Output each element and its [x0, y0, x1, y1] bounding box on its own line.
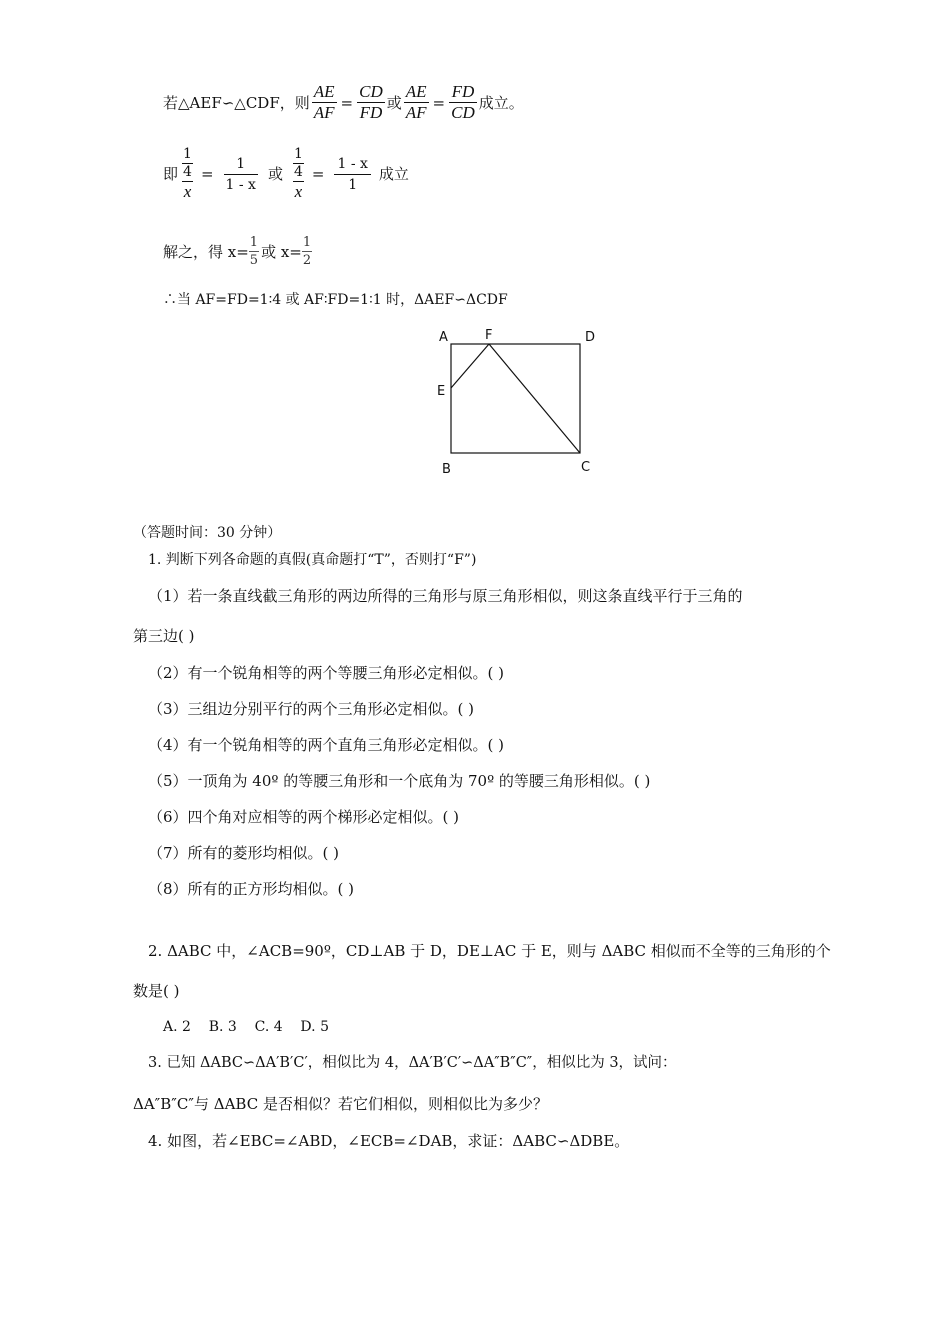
line2-prefix: 即	[163, 165, 179, 183]
equals-sign: =	[200, 165, 214, 183]
q1-item3: （3）三组边分别平行的两个三角形必定相似。( )	[148, 700, 475, 718]
fraction-one-minus-x-over-one: $\frac{1 - x}{1}$	[334, 154, 370, 195]
label-c: C	[581, 460, 591, 475]
substituted-equation-line	[163, 146, 409, 202]
label-d: D	[585, 330, 596, 345]
q3-line-a: 3. 已知 ΔABC∽ΔA′B′C′，相似比为 4，ΔA′B′C′∽ΔA″B″C″，相似比为 3，试问：	[148, 1055, 677, 1071]
q1-item4: （4）有一个锐角相等的两个直角三角形必定相似。( )	[148, 736, 505, 754]
or-word: 或	[386, 93, 402, 112]
q1-item6: （6）四个角对应相等的两个梯形必定相似。( )	[148, 808, 460, 826]
q1-title: 1. 判断下列各命题的真假(真命题打“T”，否则打“F”)	[148, 552, 477, 568]
rectangle-figure	[430, 322, 610, 482]
line3-prefix: 解之，得 x=	[163, 242, 249, 261]
q1-item8: （8）所有的正方形均相似。( )	[148, 880, 355, 898]
label-e: E	[437, 384, 446, 399]
q1-item5: （5）一顶角为 40º 的等腰三角形和一个底角为 70º 的等腰三角形相似。( )	[148, 772, 651, 790]
fraction-one-over-one-minus-x: $\frac{1}{1 - x}$	[225, 155, 256, 193]
label-a: A	[439, 330, 448, 345]
segment-fc	[489, 344, 580, 453]
solution-line	[163, 234, 312, 269]
q4-line: 4. 如图，若∠EBC=∠ABD，∠ECB=∠DAB，求证：ΔABC∽ΔDBE。	[148, 1132, 630, 1150]
equals-sign: =	[311, 165, 325, 183]
ratio-condition-line	[163, 82, 524, 123]
q1-item7: （7）所有的菱形均相似。( )	[148, 844, 340, 862]
line1-suffix: 成立。	[478, 93, 524, 112]
line1-prefix: 若△AEF∽△CDF，则	[163, 93, 310, 112]
fraction-ae-af: $\frac{AE}{AF}$	[313, 82, 335, 122]
fraction-one-fifth: $\frac{1}{5}$	[249, 235, 259, 268]
or-word: 或 x=	[261, 242, 302, 261]
line2-suffix: 成立	[378, 165, 409, 183]
fraction-fd-cd: $\frac{FD}{CD}$	[451, 82, 475, 122]
label-b: B	[442, 462, 451, 477]
q2-options: A. 2 B. 3 C. 4 D. 5	[163, 1019, 329, 1035]
nested-fraction-quarter-over-x-2: $\frac{\frac{1}{4}}{x}$	[293, 146, 303, 201]
fraction-one-half: $\frac{1}{2}$	[302, 235, 312, 268]
q1-item2: （2）有一个锐角相等的两个等腰三角形必定相似。( )	[148, 664, 505, 682]
equals-sign: =	[340, 93, 354, 112]
fraction-cd-fd: $\frac{CD}{FD}$	[359, 82, 383, 122]
q2-line-a: 2. ΔABC 中，∠ACB=90º，CD⊥AB 于 D，DE⊥AC 于 E，则与 ΔABC 相似而不全等的三角形的个	[148, 942, 831, 960]
rectangle-abcd	[451, 344, 580, 453]
q2-line-b: 数是( )	[133, 982, 180, 1000]
q1-item1-line-b: 第三边( )	[133, 627, 195, 645]
q1-item1-line-a: （1）若一条直线截三角形的两边所得的三角形与原三角形相似，则这条直线平行于三角的	[148, 587, 743, 605]
q3-line-b: ΔA″B″C″与 ΔABC 是否相似？若它们相似，则相似比为多少？	[133, 1095, 548, 1113]
equals-sign: =	[432, 93, 446, 112]
nested-fraction-quarter-over-x: $\frac{\frac{1}{4}}{x}$	[183, 146, 192, 201]
label-f: F	[485, 328, 493, 343]
or-word: 或	[267, 165, 283, 183]
conclusion-line: ∴当 AF=FD=1∶4 或 AF∶FD=1∶1 时，ΔAEF∽ΔCDF	[163, 292, 508, 308]
time-note: （答题时间：30 分钟）	[133, 525, 282, 541]
fraction-ae-af-2: $\frac{AE}{AF}$	[405, 82, 427, 122]
segment-ef	[451, 344, 489, 388]
